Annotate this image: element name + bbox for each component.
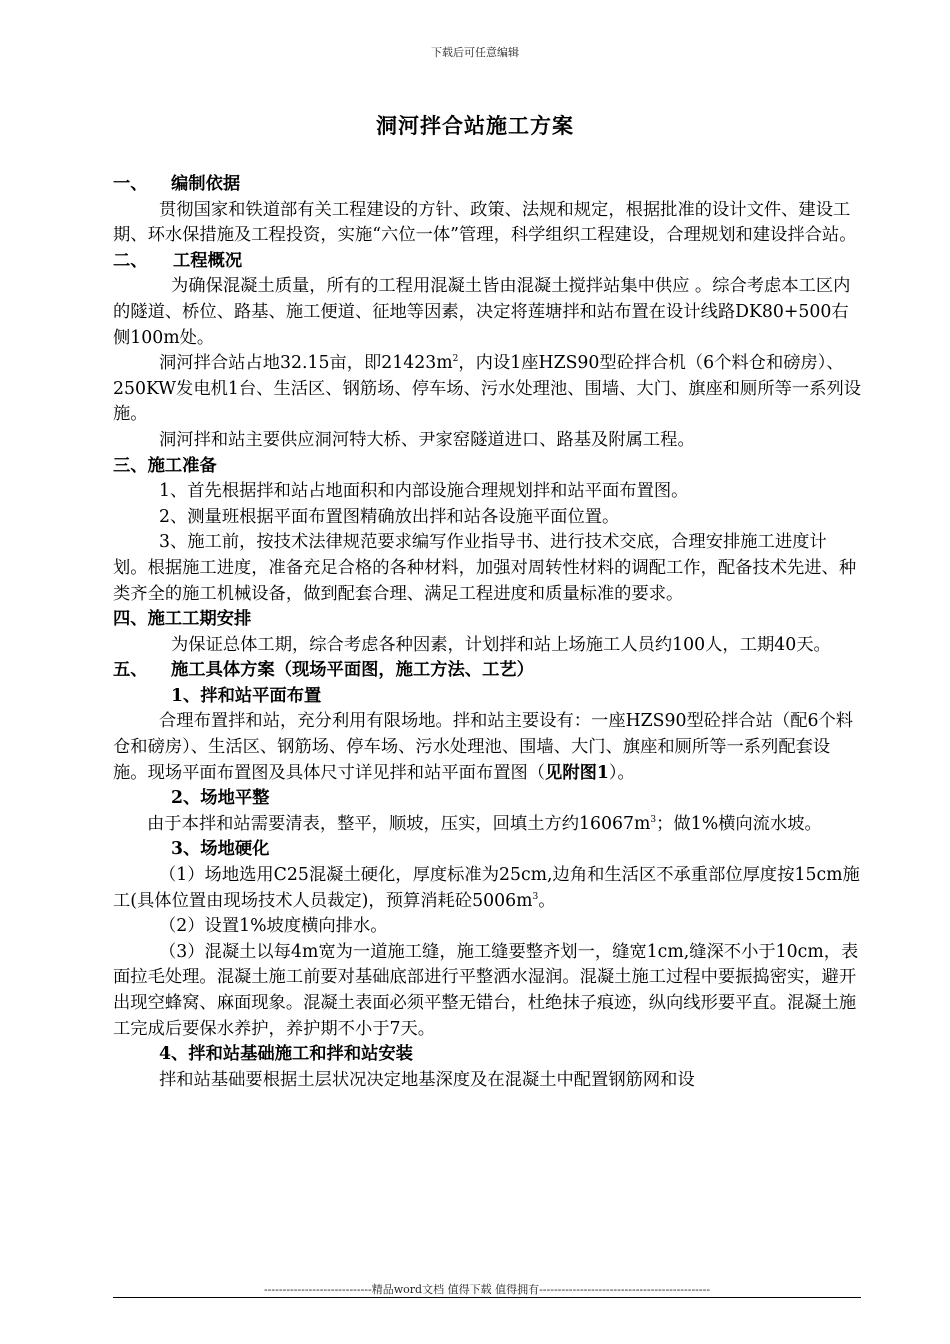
figure-reference: 见附图1 — [545, 762, 609, 783]
paragraph: 洞河拌和站主要供应洞河特大桥、尹家窑隧道进口、路基及附属工程。 — [159, 429, 695, 450]
section-heading-3: 三、施工准备 — [113, 455, 217, 476]
paragraph: 1、首先根据拌和站占地面积和内部设施合理规划拌和站平面布置图。 — [159, 481, 689, 502]
paragraph: 2、测量班根据平面布置图精确放出拌和站各设施平面位置。 — [159, 506, 620, 527]
text-run: 由于本拌和站需要清表，整平，顺坡，压实，回填土方约16067m — [147, 813, 651, 834]
section-heading-2 — [113, 249, 861, 275]
paragraph: 3、施工前，按技术法律规范要求编写作业指导书、进行技术交底，合理安排施工进度计划。根据施工进度，准备充足合格的各种材料，加强对周转性材料的调配工作，配备技术先进、种类齐全的施工机械设备，做到配套合理、满足工程进度和质量标准的要求。 — [113, 532, 857, 604]
paragraph — [113, 351, 861, 428]
subsection-heading: 2、场地平整 — [171, 788, 270, 809]
section-heading-5 — [113, 658, 861, 684]
paragraph: 为保证总体工期，综合考虑各种因素，计划拌和站上场施工人员约100人，工期40天。 — [171, 634, 831, 655]
paragraph: （3）混凝土以每4m宽为一道施工缝，施工缝要整齐划一，缝宽1cm,缝深不小于10cm，表面拉毛处理。混凝土施工前要对基础底部进行平整洒水湿润。混凝土施工过程中要振捣密实，避开出现空蜂窝、麻面现象。混凝土表面必须平整无错台，杜绝抹子痕迹，纵向线形要平直。混凝土施工完成后要保水养护，养护期不小于7天。 — [113, 941, 859, 1039]
subsection-heading: 3、场地硬化 — [171, 839, 270, 860]
footer-rule — [113, 1297, 861, 1298]
paragraph — [113, 812, 861, 838]
section-heading-1 — [113, 172, 861, 198]
section-number: 一、 — [113, 174, 148, 194]
text-run: 洞河拌合站占地32.15亩，即21423m — [159, 353, 453, 374]
section-number: 五、 — [113, 660, 148, 681]
section-heading-4: 四、施工工期安排 — [113, 609, 252, 630]
paragraph: （2）设置1%坡度横向排水。 — [159, 916, 388, 937]
document-body — [113, 172, 861, 1093]
superscript: 3 — [532, 891, 539, 902]
section-number: 二、 — [113, 250, 148, 271]
section-title: 编制依据 — [171, 174, 241, 194]
document-title: 洞河拌合站施工方案 — [376, 113, 574, 138]
section-title: 工程概况 — [173, 250, 243, 271]
text-run: 合理布置拌和站，充分利用有限场地。拌和站主要设有：一座HZS90型砼拌合站（配6个料仓和磅房）、生活区、钢筋场、停车场、污水处理池、围墙、大门、旗座和厕所等一系列配套设施。现场平面布置图及具体尺寸详见拌和站平面布置图（ — [113, 711, 854, 783]
paragraph — [113, 709, 861, 786]
footer-note: -----------------------------精品word文档 值得下载 值得拥有---------------------------------------------- — [263, 1283, 711, 1296]
subsection-heading: 4、拌和站基础施工和拌和站安装 — [159, 1044, 413, 1065]
section-title: 施工具体方案（现场平面图，施工方法、工艺） — [171, 660, 534, 681]
text-run: 。 — [538, 890, 556, 911]
paragraph: 拌和站基础要根据土层状况决定地基深度及在混凝土中配置钢筋网和设 — [159, 1069, 695, 1090]
header-note: 下载后可任意编辑 — [431, 46, 519, 59]
text-run: ）。 — [608, 762, 635, 783]
paragraph: 贯彻国家和铁道部有关工程建设的方针、政策、法规和规定，根据批准的设计文件、建设工期、环水保措施及工程投资，实施“六位一体”管理，科学组织工程建设，合理规划和建设拌合站。 — [113, 199, 857, 246]
text-run: ；做1%横向流水坡。 — [656, 813, 822, 834]
superscript: 3 — [650, 814, 657, 825]
text-run: ，内设1座HZS90型砼拌合机（6个料仓和磅房）、250KW发电机1台、生活区、钢筋场、停车场、污水处理池、围墙、大门、旗座和厕所等一系列设施。 — [113, 353, 862, 425]
text-run: （1）场地选用C25混凝土硬化，厚度标准为25cm,边角和生活区不承重部位厚度按15cm施工(具体位置由现场技术人员裁定)，预算消耗砼5006m — [113, 865, 860, 911]
subsection-heading: 1、拌和站平面布置 — [171, 685, 322, 706]
paragraph — [113, 863, 861, 914]
superscript: 2 — [452, 354, 459, 365]
paragraph: 为确保混凝土质量，所有的工程用混凝土皆由混凝土搅拌站集中供应 。综合考虑本工区内的隧道、桥位、路基、施工便道、征地等因素，决定将莲塘拌和站布置在设计线路DK80+500右侧100m处。 — [113, 276, 851, 348]
